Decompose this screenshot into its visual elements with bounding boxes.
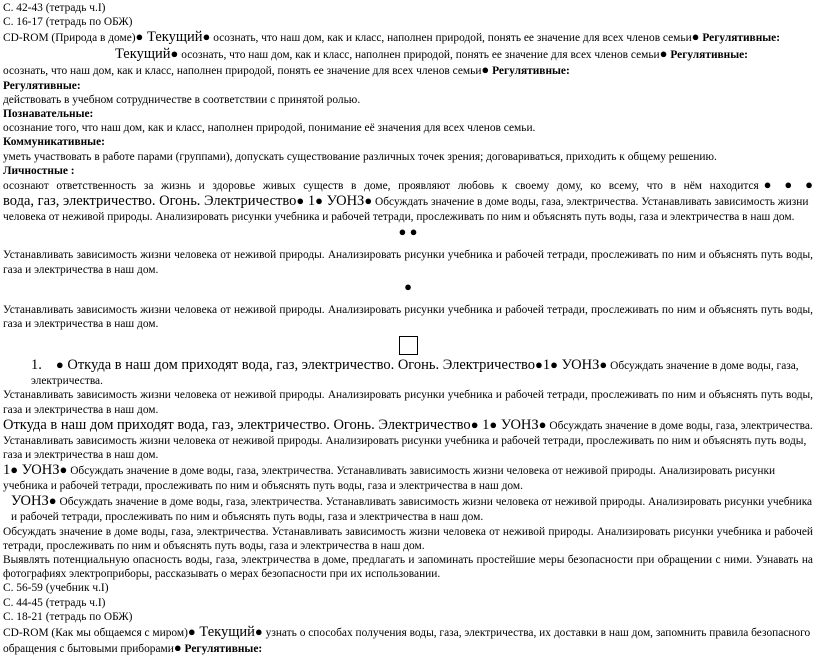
- bullet-icon: ●: [254, 624, 263, 640]
- bullet-icon: ●: [170, 46, 179, 62]
- communicative-heading: Коммуникативные:: [3, 136, 105, 149]
- bullet-icon: ●: [202, 29, 211, 45]
- cdrom-line: CD-ROM (Как мы общаемся с миром)● Текущий● узнать о способах получения воды, газа, электричества, их доставки в наш дом, запомнить правила безопасного обращения с бытовыми приборами● Регулятивные:: [3, 624, 811, 656]
- bullet-icon: ●: [55, 357, 64, 373]
- communicative-text: уметь участвовать в работе парами (группами), допускать существование различных точек зрения; договариваться, приходить к общему решению.: [3, 150, 717, 163]
- bullet-icon: ●: [296, 193, 305, 209]
- bullet-icon: ●: [364, 193, 373, 209]
- personal-text: осознают ответственность за жизнь и здоровье живых существ в доме, проявляют любовь к своему дому, ко всему, что в нём находится● ● ●: [3, 177, 813, 193]
- bullet-icon: ●: [135, 29, 144, 45]
- bullet-icon: ●: [599, 357, 608, 373]
- bullet-icon: ●: [10, 462, 19, 478]
- bullet-icon: ●: [173, 640, 182, 656]
- bullet-icon: ●: [315, 193, 323, 209]
- cdrom-line: CD-ROM (Природа в доме)● Текущий● осознать, что наш дом, как и класс, наполнен природой, понять ее значение для всех членов семьи● Регулятивные:: [3, 29, 780, 46]
- bullet-icon: ●: [59, 462, 68, 478]
- regulative-text: действовать в учебном сотрудничестве в соответствии с принятой ролью.: [3, 93, 361, 106]
- topic-paragraph: вода, газ, электричество. Огонь. Электричество● 1● УОНЗ● Обсуждать значение в доме воды, газа, электричества. Устанавливать зависимость жизни человека от неживой природы. Анализировать рисунки учебника и рабочей тетради, прослеживать по ним и объяснять путь воды, газа и электричества в наш дом.: [3, 193, 809, 224]
- personal-heading: Личностные :: [3, 164, 75, 177]
- paragraph: Устанавливать зависимость жизни человека от неживой природы. Анализировать рисунки учебника и рабочей тетради, прослеживать по ним и объяснять путь воды, газа и электричества в наш дом.: [3, 389, 813, 416]
- bullet-icon: ●: [48, 493, 57, 509]
- ref-line: С. 56-59 (учебник ч.I): [3, 582, 109, 595]
- bullet-icon: ●: [659, 46, 668, 62]
- ref-line: С. 16-17 (тетрадь по ОБЖ): [3, 16, 133, 29]
- bullet-icon: ● ● ●: [758, 177, 813, 193]
- paragraph: Устанавливать зависимость жизни человека от неживой природы. Анализировать рисунки учебника и рабочей тетради, прослеживать по ним и объяснять путь воды, газа и электричества в наш дом.: [3, 249, 813, 276]
- bullet-icon: ●: [691, 29, 700, 45]
- cognitive-heading: Познавательные:: [3, 108, 94, 121]
- current-line: Текущий● осознать, что наш дом, как и класс, наполнен природой, понять ее значение для всех членов семьи● Регулятивные:: [115, 46, 748, 63]
- bullet-icon: ●: [538, 416, 547, 432]
- bullet-icon: ●: [550, 357, 559, 373]
- paragraph: Обсуждать значение в доме воды, газа, электричества. Устанавливать зависимость жизни человека от неживой природы. Анализировать рисунки учебника и рабочей тетради, прослеживать по ним и объяснять путь воды, газа и электричества в наш дом.: [3, 525, 813, 552]
- ref-line: С. 18-21 (тетрадь по ОБЖ): [3, 610, 133, 623]
- ref-line: С. 44-45 (тетрадь ч.I): [3, 596, 106, 609]
- ref-line: С. 42-43 (тетрадь ч.I): [3, 2, 106, 14]
- checkbox-square-icon: [399, 336, 418, 355]
- regulative-heading: Регулятивные:: [3, 79, 81, 92]
- paragraph: Устанавливать зависимость жизни человека от неживой природы. Анализировать рисунки учебника и рабочей тетради, прослеживать по ним и объяснять путь воды, газа и электричества в наш дом.: [3, 303, 813, 331]
- topic-paragraph: 1● УОНЗ● Обсуждать значение в доме воды, газа, электричества. Устанавливать зависимость жизни человека от неживой природы. Анализировать рисунки учебника и рабочей тетради, прослеживать по ним и объяснять путь воды, газа и электричества в наш дом.: [3, 462, 776, 493]
- bullet-icon: ●: [535, 357, 543, 373]
- topic-paragraph: Откуда в наш дом приходят вода, газ, электричество. Огонь. Электричество● 1● УОНЗ● Обсуждать значение в доме воды, газа, электричества. Устанавливать зависимость жизни человека от неживой природы. Анализировать рисунки учебника и рабочей тетради, прослеживать по ним и объяснять путь воды, газа и электричества в наш дом.: [3, 416, 813, 462]
- bullet-icon: ●: [404, 278, 412, 294]
- paragraph: Выявлять потенциальную опасность воды, газа, электричества в доме, предлагать и запоминать простейшие меры безопасности при обращении с ними. Узнавать на фотографиях электроприборы, рассказывать о мерах безопасности при их использовании.: [3, 554, 813, 581]
- topic-paragraph: УОНЗ● Обсуждать значение в доме воды, газа, электричества. Устанавливать зависимость жизни человека от неживой природы. Анализировать рисунки учебника и рабочей тетради, прослеживать по ним и объяснять путь воды, газа и электричества в наш дом.: [11, 493, 813, 524]
- bullet-icon: ●: [470, 416, 479, 432]
- goal-line: осознать, что наш дом, как и класс, наполнен природой, понять ее значение для всех членов семьи● Регулятивные:: [3, 62, 570, 78]
- cognitive-text: осознание того, что наш дом, как и класс, наполнен природой, понимание её значения для всех членов семьи.: [3, 122, 536, 135]
- list-item: 1. ● Откуда в наш дом приходят вода, газ, электричество. Огонь. Электричество●1● УОНЗ● Обсуждать значение в доме воды, газа, электричества.: [31, 357, 799, 388]
- bullet-icon: ● ●: [398, 224, 418, 240]
- bullet-icon: ●: [481, 62, 490, 78]
- bullet-icon: ●: [187, 624, 196, 640]
- bullet-icon: ●: [489, 416, 498, 432]
